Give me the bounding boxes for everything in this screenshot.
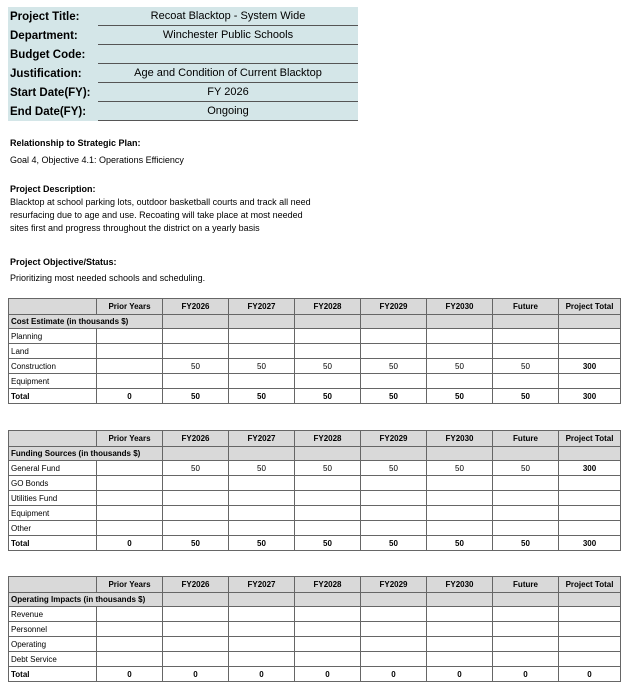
column-header-blank <box>9 299 97 315</box>
row-label: Personnel <box>9 622 97 637</box>
table-cell: 300 <box>559 359 621 374</box>
table-cell <box>97 344 163 359</box>
section-row <box>9 447 621 461</box>
column-header: FY2028 <box>295 577 361 593</box>
cost-estimate-table <box>8 298 621 404</box>
table-cell <box>163 521 229 536</box>
table-row <box>9 359 621 374</box>
column-header: FY2029 <box>361 299 427 315</box>
project-description-line: Blacktop at school parking lots, outdoor basketball courts and track all need <box>10 197 311 207</box>
row-label: Operating <box>9 637 97 652</box>
table-cell: 50 <box>295 359 361 374</box>
table-cell <box>361 491 427 506</box>
total-row <box>9 667 621 682</box>
table-cell <box>493 637 559 652</box>
table-cell <box>295 344 361 359</box>
section-filler <box>493 593 559 607</box>
column-header: Future <box>493 299 559 315</box>
header-value: FY 2026 <box>98 83 358 102</box>
row-label: Total <box>9 536 97 551</box>
table-cell <box>229 637 295 652</box>
table-cell <box>97 461 163 476</box>
section-filler <box>229 593 295 607</box>
section-filler <box>361 593 427 607</box>
table-cell <box>427 476 493 491</box>
section-filler <box>493 447 559 461</box>
table-cell <box>97 359 163 374</box>
table-cell: 300 <box>559 536 621 551</box>
project-description-section <box>10 183 311 235</box>
header-value: Recoat Blacktop - System Wide <box>98 7 358 26</box>
column-header: FY2026 <box>163 577 229 593</box>
table-cell: 0 <box>229 667 295 682</box>
column-header: FY2030 <box>427 577 493 593</box>
table-cell <box>361 637 427 652</box>
table-cell <box>97 637 163 652</box>
table-cell: 50 <box>427 461 493 476</box>
project-objective-title: Project Objective/Status: <box>10 257 117 267</box>
section-label: Cost Estimate (in thousands $) <box>9 315 163 329</box>
table-cell <box>97 491 163 506</box>
section-filler <box>559 447 621 461</box>
header-row <box>8 64 358 83</box>
row-label: Land <box>9 344 97 359</box>
project-objective-text: Prioritizing most needed schools and scheduling. <box>10 273 206 283</box>
table-cell <box>295 607 361 622</box>
table-cell: 0 <box>97 536 163 551</box>
table-cell: 50 <box>427 359 493 374</box>
table-cell <box>427 521 493 536</box>
funding-sources-table <box>8 430 621 551</box>
table-cell: 0 <box>493 667 559 682</box>
table-cell <box>163 344 229 359</box>
header-row <box>8 45 358 64</box>
table-cell <box>361 506 427 521</box>
table-cell <box>361 329 427 344</box>
table-cell <box>427 622 493 637</box>
section-filler <box>163 447 229 461</box>
strategic-plan-title: Relationship to Strategic Plan: <box>10 138 141 148</box>
column-header: FY2029 <box>361 431 427 447</box>
table-cell <box>559 506 621 521</box>
table-cell <box>427 329 493 344</box>
project-description-title: Project Description: <box>10 184 96 194</box>
table-row <box>9 607 621 622</box>
table-cell <box>493 329 559 344</box>
row-label: Planning <box>9 329 97 344</box>
table-cell: 50 <box>229 536 295 551</box>
header-value: Age and Condition of Current Blacktop <box>98 64 358 83</box>
column-header-row <box>9 299 621 315</box>
table-row <box>9 637 621 652</box>
table-cell: 50 <box>163 359 229 374</box>
header-label: Justification: <box>8 64 94 83</box>
table-cell <box>229 329 295 344</box>
table-cell <box>361 622 427 637</box>
table-cell <box>163 506 229 521</box>
header-value <box>98 45 358 64</box>
table-cell <box>361 374 427 389</box>
table-cell: 300 <box>559 461 621 476</box>
column-header: Prior Years <box>97 299 163 315</box>
section-filler <box>163 593 229 607</box>
header-value: Winchester Public Schools <box>98 26 358 45</box>
table-cell: 50 <box>295 389 361 404</box>
column-header: Project Total <box>559 577 621 593</box>
column-header-row <box>9 577 621 593</box>
table-cell: 50 <box>493 359 559 374</box>
section-filler <box>361 447 427 461</box>
column-header: Prior Years <box>97 577 163 593</box>
table-cell: 50 <box>163 536 229 551</box>
table-row <box>9 461 621 476</box>
column-header: FY2027 <box>229 431 295 447</box>
table-row <box>9 652 621 667</box>
project-header <box>8 7 358 121</box>
table-cell <box>97 521 163 536</box>
table-cell <box>361 652 427 667</box>
table-cell <box>295 476 361 491</box>
table-cell: 50 <box>163 389 229 404</box>
header-row <box>8 102 358 121</box>
table-cell <box>493 344 559 359</box>
section-label: Operating Impacts (in thousands $) <box>9 593 163 607</box>
table-cell: 50 <box>163 461 229 476</box>
table-row <box>9 476 621 491</box>
header-label: Budget Code: <box>8 45 94 64</box>
table-cell <box>97 622 163 637</box>
table-cell <box>559 637 621 652</box>
table-cell <box>427 607 493 622</box>
table-cell: 50 <box>493 461 559 476</box>
row-label: General Fund <box>9 461 97 476</box>
table-cell <box>559 652 621 667</box>
section-filler <box>559 315 621 329</box>
table-cell: 50 <box>427 536 493 551</box>
column-header: FY2028 <box>295 299 361 315</box>
table-cell <box>427 344 493 359</box>
table-cell <box>427 491 493 506</box>
table-cell <box>559 521 621 536</box>
section-filler <box>559 593 621 607</box>
row-label: Debt Service <box>9 652 97 667</box>
table-cell: 0 <box>361 667 427 682</box>
table-cell: 50 <box>361 359 427 374</box>
project-objective-section <box>10 256 205 285</box>
table-cell <box>361 344 427 359</box>
table-cell <box>295 652 361 667</box>
table-row <box>9 506 621 521</box>
section-filler <box>427 447 493 461</box>
section-filler <box>427 593 493 607</box>
column-header: Project Total <box>559 299 621 315</box>
table-cell <box>361 607 427 622</box>
table-cell <box>493 476 559 491</box>
column-header: FY2027 <box>229 299 295 315</box>
strategic-plan-section <box>10 137 184 167</box>
table-cell <box>493 521 559 536</box>
column-header: Future <box>493 431 559 447</box>
header-row <box>8 83 358 102</box>
table-cell <box>97 506 163 521</box>
table-cell <box>493 622 559 637</box>
table-cell <box>295 374 361 389</box>
table-row <box>9 622 621 637</box>
table-cell <box>361 476 427 491</box>
table-cell <box>493 506 559 521</box>
table-cell <box>97 329 163 344</box>
column-header-row <box>9 431 621 447</box>
table-cell <box>361 521 427 536</box>
table-cell <box>559 607 621 622</box>
table-cell <box>229 521 295 536</box>
table-cell: 0 <box>559 667 621 682</box>
column-header: FY2030 <box>427 431 493 447</box>
table-cell <box>229 607 295 622</box>
section-filler <box>427 315 493 329</box>
total-row <box>9 536 621 551</box>
table-cell: 50 <box>295 461 361 476</box>
column-header: Prior Years <box>97 431 163 447</box>
header-label: Start Date(FY): <box>8 83 94 102</box>
table-cell: 300 <box>559 389 621 404</box>
table-cell: 50 <box>229 389 295 404</box>
table-cell <box>295 491 361 506</box>
project-description-line: resurfacing due to age and use. Recoating will take place at most needed <box>10 210 303 220</box>
table-cell <box>295 329 361 344</box>
header-label: Department: <box>8 26 94 45</box>
table-cell <box>559 329 621 344</box>
section-filler <box>493 315 559 329</box>
column-header: FY2030 <box>427 299 493 315</box>
row-label: Other <box>9 521 97 536</box>
row-label: Construction <box>9 359 97 374</box>
table-cell <box>559 491 621 506</box>
table-cell: 50 <box>361 389 427 404</box>
row-label: Total <box>9 667 97 682</box>
table-cell <box>163 329 229 344</box>
table-row <box>9 374 621 389</box>
table-cell: 0 <box>427 667 493 682</box>
table-cell <box>295 622 361 637</box>
project-description-line: sites first and progress throughout the district on a yearly basis <box>10 223 260 233</box>
table-cell <box>493 652 559 667</box>
column-header: FY2027 <box>229 577 295 593</box>
header-row <box>8 26 358 45</box>
table-row <box>9 521 621 536</box>
row-label: Total <box>9 389 97 404</box>
table-cell <box>163 652 229 667</box>
table-cell: 50 <box>295 536 361 551</box>
section-row <box>9 315 621 329</box>
total-row <box>9 389 621 404</box>
table-cell: 0 <box>97 667 163 682</box>
column-header: Project Total <box>559 431 621 447</box>
section-filler <box>295 447 361 461</box>
table-cell <box>97 374 163 389</box>
table-cell <box>559 622 621 637</box>
table-row <box>9 344 621 359</box>
header-row <box>8 7 358 26</box>
table-row <box>9 329 621 344</box>
table-cell <box>229 476 295 491</box>
table-cell <box>163 637 229 652</box>
row-label: Equipment <box>9 374 97 389</box>
table-cell <box>295 521 361 536</box>
section-filler <box>295 315 361 329</box>
table-cell <box>493 374 559 389</box>
column-header: FY2026 <box>163 431 229 447</box>
table-cell <box>493 607 559 622</box>
header-value: Ongoing <box>98 102 358 121</box>
column-header: FY2028 <box>295 431 361 447</box>
table-cell: 50 <box>427 389 493 404</box>
table-cell <box>493 491 559 506</box>
table-cell <box>229 622 295 637</box>
table-cell <box>163 607 229 622</box>
table-cell <box>229 344 295 359</box>
operating-impacts-table <box>8 576 621 682</box>
strategic-plan-text: Goal 4, Objective 4.1: Operations Efficiency <box>10 155 184 165</box>
table-row <box>9 491 621 506</box>
column-header: FY2029 <box>361 577 427 593</box>
table-cell <box>295 637 361 652</box>
table-cell <box>229 506 295 521</box>
row-label: Equipment <box>9 506 97 521</box>
table-cell: 0 <box>163 667 229 682</box>
table-cell <box>427 637 493 652</box>
section-filler <box>229 447 295 461</box>
table-cell <box>229 374 295 389</box>
table-cell <box>229 491 295 506</box>
section-filler <box>361 315 427 329</box>
table-cell <box>163 491 229 506</box>
table-cell: 0 <box>97 389 163 404</box>
table-cell: 50 <box>361 536 427 551</box>
table-cell <box>97 607 163 622</box>
row-label: Revenue <box>9 607 97 622</box>
table-cell <box>97 476 163 491</box>
column-header: FY2026 <box>163 299 229 315</box>
section-row <box>9 593 621 607</box>
table-cell <box>559 374 621 389</box>
column-header-blank <box>9 431 97 447</box>
table-cell <box>427 506 493 521</box>
table-cell <box>163 622 229 637</box>
table-cell <box>97 652 163 667</box>
table-cell: 50 <box>493 389 559 404</box>
section-filler <box>163 315 229 329</box>
row-label: GO Bonds <box>9 476 97 491</box>
table-cell <box>163 374 229 389</box>
header-label: End Date(FY): <box>8 102 94 121</box>
table-cell <box>559 344 621 359</box>
table-cell <box>427 652 493 667</box>
table-cell <box>427 374 493 389</box>
table-cell <box>559 476 621 491</box>
table-cell <box>163 476 229 491</box>
section-label: Funding Sources (in thousands $) <box>9 447 163 461</box>
table-cell <box>229 652 295 667</box>
table-cell: 50 <box>493 536 559 551</box>
row-label: Utilities Fund <box>9 491 97 506</box>
section-filler <box>229 315 295 329</box>
header-label: Project Title: <box>8 7 94 26</box>
column-header: Future <box>493 577 559 593</box>
table-cell: 50 <box>229 461 295 476</box>
table-cell: 0 <box>295 667 361 682</box>
table-cell: 50 <box>361 461 427 476</box>
table-cell <box>295 506 361 521</box>
table-cell: 50 <box>229 359 295 374</box>
column-header-blank <box>9 577 97 593</box>
section-filler <box>295 593 361 607</box>
